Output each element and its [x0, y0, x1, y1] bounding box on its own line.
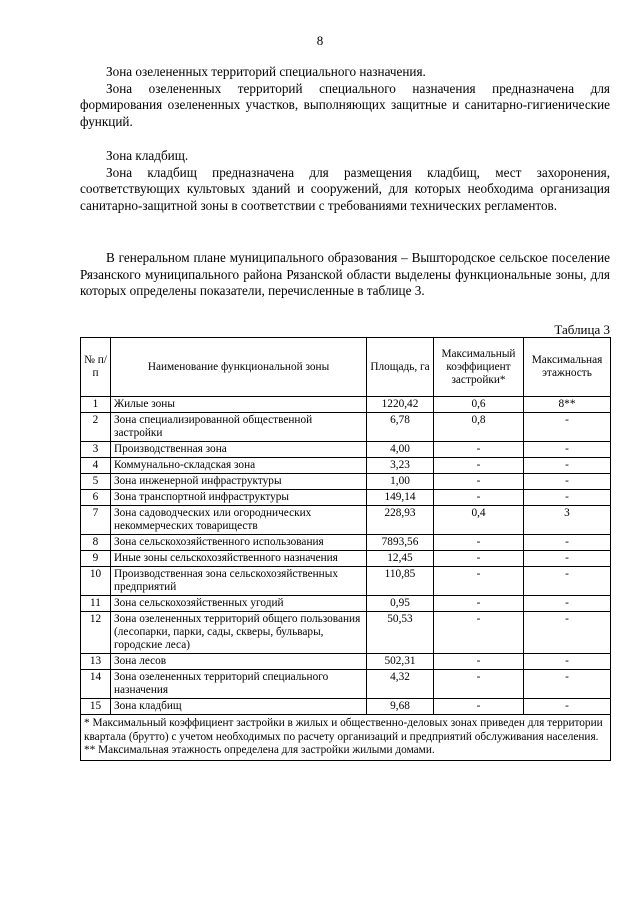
- table-row: [81, 567, 611, 596]
- zone-floors: -: [524, 442, 611, 458]
- zone-coefficient: -: [434, 458, 524, 474]
- zone-coefficient: -: [434, 474, 524, 490]
- paragraph-cemetery: Зона кладбищ предназначена для размещения кладбищ, мест захоронения, соответствующих культовых зданий и сооружений, для которых необходима организация санитарно-защитной зоны в соответствии с требованиями технических регламентов.: [80, 164, 610, 213]
- zone-name: Коммунально-складская зона: [111, 458, 367, 474]
- table-row: [81, 654, 611, 670]
- row-number: 1: [81, 397, 111, 413]
- zone-name: Зона озелененных территорий специального назначения: [111, 670, 367, 699]
- zone-name: Зона кладбищ: [111, 699, 367, 715]
- zone-floors: -: [524, 654, 611, 670]
- zone-coefficient: 0,8: [434, 413, 524, 442]
- row-number: 2: [81, 413, 111, 442]
- zone-name: Зона озелененных территорий общего пользования (лесопарки, парки, сады, скверы, бульвары, городские леса): [111, 612, 367, 654]
- zone-area: 12,45: [367, 551, 434, 567]
- table-row: [81, 506, 611, 535]
- header-number: № п/п: [81, 338, 111, 397]
- footnote-coefficient: * Максимальный коэффициент застройки в жилых и общественно-деловых зонах приведен для территории квартала (брутто) с учетом необходимых по расчету организаций и предприятий обслуживания населения.: [84, 717, 603, 743]
- zone-coefficient: -: [434, 612, 524, 654]
- table-row: [81, 442, 611, 458]
- zone-floors: -: [524, 567, 611, 596]
- header-area: Площадь, га: [367, 338, 434, 397]
- row-number: 11: [81, 596, 111, 612]
- zone-floors: -: [524, 458, 611, 474]
- zone-coefficient: -: [434, 670, 524, 699]
- zone-coefficient: -: [434, 596, 524, 612]
- row-number: 10: [81, 567, 111, 596]
- zone-floors: -: [524, 596, 611, 612]
- general-plan-section: [80, 250, 610, 300]
- table-row: [81, 551, 611, 567]
- zone-floors: -: [524, 699, 611, 715]
- table-row: [81, 535, 611, 551]
- zone-coefficient: -: [434, 442, 524, 458]
- table-header-row: [81, 338, 611, 397]
- zone-area: 4,00: [367, 442, 434, 458]
- zone-name: Зона специализированной общественной застройки: [111, 413, 367, 442]
- table-notes-row: [81, 715, 611, 761]
- row-number: 7: [81, 506, 111, 535]
- zone-name: Зона лесов: [111, 654, 367, 670]
- paragraph-general-plan: В генеральном плане муниципального образования – Выштородское сельское поселение Рязанского муниципального района Рязанской области выделены функциональные зоны, для которых определены показатели, перечисленные в таблице 3.: [80, 250, 610, 299]
- zone-floors: -: [524, 551, 611, 567]
- header-zone-name: Наименование функциональной зоны: [111, 338, 367, 397]
- zone-area: 50,53: [367, 612, 434, 654]
- zone-name: Зона сельскохозяйственного использования: [111, 535, 367, 551]
- table-row: [81, 612, 611, 654]
- table-row: [81, 474, 611, 490]
- zone-name: Производственная зона: [111, 442, 367, 458]
- zone-area: 1220,42: [367, 397, 434, 413]
- row-number: 8: [81, 535, 111, 551]
- table-body: [81, 397, 611, 715]
- zone-name: Производственная зона сельскохозяйственных предприятий: [111, 567, 367, 596]
- zone-floors: -: [524, 474, 611, 490]
- zone-coefficient: -: [434, 551, 524, 567]
- zone-name: Зона садоводческих или огороднических некоммерческих товариществ: [111, 506, 367, 535]
- zone-coefficient: 0,4: [434, 506, 524, 535]
- zone-coefficient: -: [434, 490, 524, 506]
- row-number: 15: [81, 699, 111, 715]
- zone-area: 0,95: [367, 596, 434, 612]
- footnote-floors: ** Максимальная этажность определена для застройки жилыми домами.: [84, 744, 435, 756]
- table-row: [81, 596, 611, 612]
- zone-area: 228,93: [367, 506, 434, 535]
- zone-area: 9,68: [367, 699, 434, 715]
- zone-area: 110,85: [367, 567, 434, 596]
- zone-floors: -: [524, 535, 611, 551]
- zone-floors: -: [524, 490, 611, 506]
- zone-name: Зона инженерной инфраструктуры: [111, 474, 367, 490]
- row-number: 12: [81, 612, 111, 654]
- header-max-coefficient: Максимальный коэффициент застройки*: [434, 338, 524, 397]
- table-notes: [81, 715, 611, 761]
- zone-floors: 8**: [524, 397, 611, 413]
- paragraph-special-green: Зона озелененных территорий специального назначения предназначена для формирования озелененных участков, выполняющих защитные и санитарно-гигиенические функций.: [80, 80, 610, 129]
- table-row: [81, 458, 611, 474]
- zone-name: Иные зоны сельскохозяйственного назначения: [111, 551, 367, 567]
- zone-name: Зона сельскохозяйственных угодий: [111, 596, 367, 612]
- zone-name: Жилые зоны: [111, 397, 367, 413]
- zone-area: 6,78: [367, 413, 434, 442]
- zone-floors: -: [524, 670, 611, 699]
- row-number: 14: [81, 670, 111, 699]
- zone-special-green-section: [80, 64, 610, 130]
- row-number: 4: [81, 458, 111, 474]
- zone-area: 7893,56: [367, 535, 434, 551]
- zone-floors: 3: [524, 506, 611, 535]
- paragraph-heading-special-green: Зона озелененных территорий специального назначения.: [106, 64, 426, 79]
- zone-area: 3,23: [367, 458, 434, 474]
- table-row: [81, 670, 611, 699]
- zone-area: 502,31: [367, 654, 434, 670]
- row-number: 6: [81, 490, 111, 506]
- paragraph-heading-cemetery: Зона кладбищ.: [106, 148, 189, 163]
- zone-coefficient: -: [434, 699, 524, 715]
- zone-name: Зона транспортной инфраструктуры: [111, 490, 367, 506]
- row-number: 9: [81, 551, 111, 567]
- zones-table: [80, 337, 611, 761]
- zone-coefficient: -: [434, 567, 524, 596]
- table-row: [81, 699, 611, 715]
- table-caption: Таблица 3: [554, 322, 610, 337]
- zone-cemetery-section: [80, 148, 610, 214]
- zone-floors: -: [524, 413, 611, 442]
- row-number: 13: [81, 654, 111, 670]
- table-row: [81, 413, 611, 442]
- zone-coefficient: 0,6: [434, 397, 524, 413]
- zone-floors: -: [524, 612, 611, 654]
- header-max-floors: Максимальная этажность: [524, 338, 611, 397]
- zone-area: 149,14: [367, 490, 434, 506]
- zone-area: 4,32: [367, 670, 434, 699]
- zone-coefficient: -: [434, 535, 524, 551]
- table-row: [81, 490, 611, 506]
- zone-coefficient: -: [434, 654, 524, 670]
- row-number: 5: [81, 474, 111, 490]
- row-number: 3: [81, 442, 111, 458]
- table-row: [81, 397, 611, 413]
- page-number: 8: [316, 33, 324, 48]
- zone-area: 1,00: [367, 474, 434, 490]
